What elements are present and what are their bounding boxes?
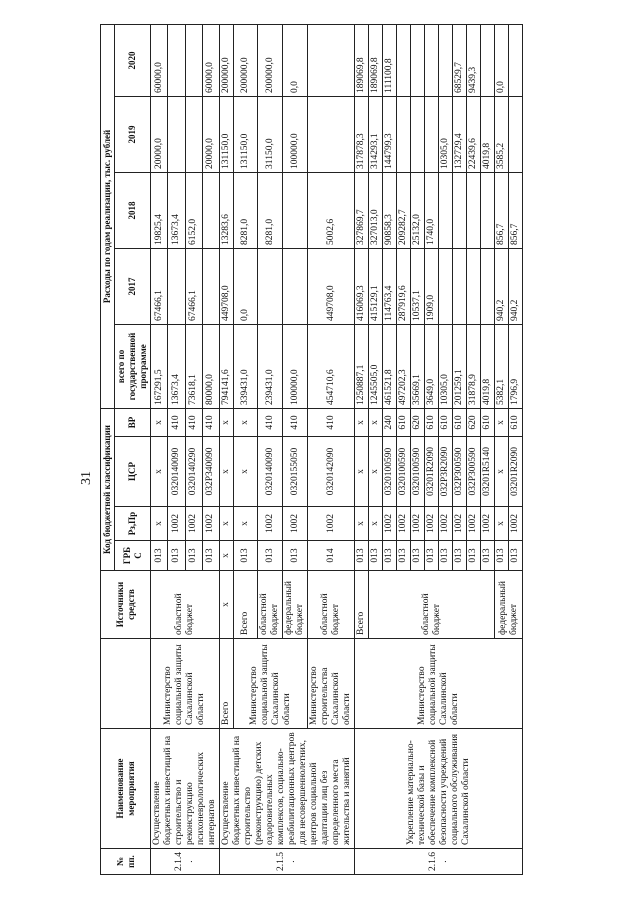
cell: 410 [185,408,202,436]
cell: 100000,0 [283,96,308,172]
cell: 4019,8 [481,96,495,172]
cell: 0320140290 [185,437,202,507]
event-name: Укрепление материально-технической базы и обеспечение комплексной безопасности учреждений социального обслуживания Сахалинской области [355,729,523,849]
executor: Министерство социальной защиты Сахалинской области [355,639,523,729]
cell: 1740,0 [425,172,439,248]
cell: 1002 [411,507,425,541]
cell: 013 [509,541,523,571]
cell: 9439,3 [467,24,481,96]
cell [397,24,411,96]
cell [509,24,523,96]
cell: 1002 [397,507,411,541]
cell: 35669,1 [411,324,425,408]
cell: 314293,1 [369,96,383,172]
cell: 1002 [509,507,523,541]
cell: 1002 [425,507,439,541]
cell [481,248,495,324]
cell: х [220,437,234,507]
cell: 20000,0 [202,96,219,172]
cell: 610 [397,408,411,436]
cell [308,96,355,172]
cell: 013 [439,541,453,571]
cell: 131150,0 [234,96,258,172]
cell: 416069,3 [355,248,369,324]
source: Всего [355,571,369,639]
cell: 13673,4 [168,172,185,248]
source: областной бюджет [308,571,355,639]
cell: 22439,6 [467,96,481,172]
cell: 013 [453,541,467,571]
header-2018: 2018 [115,172,151,248]
cell: 1796,9 [509,324,523,408]
cell: х [495,408,509,436]
cell: 287919,6 [397,248,411,324]
cell: х [220,408,234,436]
cell: 032Р300590 [467,437,481,507]
cell: 339431,0 [234,324,258,408]
row-number: 2.1.5. [220,849,355,875]
header-event: Наименование мероприятия [101,729,151,849]
cell: 0,0 [234,248,258,324]
cell: х [234,507,258,541]
cell: 03201R2090 [425,437,439,507]
cell [168,96,185,172]
cell: 67466,1 [185,248,202,324]
header-total: всего по государственной программе [115,324,151,408]
cell: 0,0 [495,24,509,96]
cell: 1002 [185,507,202,541]
cell: 5382,1 [495,324,509,408]
header-source: Источники средств [101,571,151,639]
cell: 1002 [202,507,219,541]
source: Всего [234,571,258,639]
cell: х [495,437,509,507]
cell [411,96,425,172]
table-row [151,24,168,874]
cell [185,96,202,172]
cell [453,248,467,324]
cell: 1002 [308,507,355,541]
source: областной бюджет [258,571,283,639]
cell: 4019,8 [481,324,495,408]
cell: 0,0 [283,24,308,96]
header-no: № пп. [101,849,151,875]
cell: 201259,1 [453,324,467,408]
cell: 0320140090 [258,437,283,507]
cell: 6152,0 [185,172,202,248]
cell: 410 [258,408,283,436]
executor: Всего [220,639,234,729]
cell: 0320100590 [397,437,411,507]
cell: 410 [283,408,308,436]
cell: 013 [185,541,202,571]
cell: 239431,0 [258,324,283,408]
cell [439,24,453,96]
cell: 60000,0 [151,24,168,96]
header-executor [101,639,151,729]
cell: 013 [467,541,481,571]
cell: 90858,3 [383,172,397,248]
cell: 0320100590 [411,437,425,507]
cell: 200000,0 [220,24,234,96]
cell: 31150,0 [258,96,283,172]
cell [283,172,308,248]
cell: 73618,1 [185,324,202,408]
cell: 8281,0 [234,172,258,248]
header-classification: Код бюджетной классификации [101,408,115,570]
cell: 8281,0 [258,172,283,248]
rotated-table-container [100,25,620,875]
cell: х [151,437,168,507]
cell: 013 [481,541,495,571]
cell: 1002 [467,507,481,541]
cell: х [220,507,234,541]
cell: 449708,0 [308,248,355,324]
cell: 410 [308,408,355,436]
cell: 013 [168,541,185,571]
cell: 100000,0 [283,324,308,408]
cell: 144799,3 [383,96,397,172]
header-expenses: Расходы по годам реализации, тыс. рублей [101,24,115,408]
source: х [220,571,234,639]
cell: 032Р300590 [453,437,467,507]
header-2017: 2017 [115,248,151,324]
cell: 013 [258,541,283,571]
cell: 03201R5140 [481,437,495,507]
cell: 167291,5 [151,324,168,408]
cell: 1250887,1 [355,324,369,408]
cell: 03201R2090 [509,437,523,507]
cell: 1002 [283,507,308,541]
row-number: 2.1.6. [355,849,523,875]
cell [453,172,467,248]
cell [168,24,185,96]
cell [258,248,283,324]
cell: 013 [234,541,258,571]
cell: 014 [308,541,355,571]
cell: 620 [467,408,481,436]
header-2019: 2019 [115,96,151,172]
cell: 132729,4 [453,96,467,172]
cell: 1002 [168,507,185,541]
cell: 461521,8 [383,324,397,408]
source: областной бюджет [369,571,495,639]
cell: 013 [383,541,397,571]
cell: 410 [168,408,185,436]
cell [202,248,219,324]
cell [509,96,523,172]
cell: 189069,8 [369,24,383,96]
cell [481,172,495,248]
cell: 013 [202,541,219,571]
cell: 610 [425,408,439,436]
cell: х [369,408,383,436]
cell: х [234,437,258,507]
cell: 454710,6 [308,324,355,408]
header-rzpr: Рз,Пр [115,507,151,541]
cell: 0320100590 [383,437,397,507]
cell [411,24,425,96]
cell: 013 [369,541,383,571]
cell: 013 [283,541,308,571]
cell [481,24,495,96]
cell: 1909,0 [425,248,439,324]
cell: 940,2 [509,248,523,324]
cell: х [369,437,383,507]
cell [308,24,355,96]
cell: х [234,408,258,436]
cell: 10305,0 [439,96,453,172]
cell: 1002 [439,507,453,541]
cell: 1002 [453,507,467,541]
cell: 327869,7 [355,172,369,248]
event-name: Осуществление бюджетных инвестиций на строительство (реконструкцию) детских оздоровительных комплексов, социально-реабилитационных центров для несовершеннолетних, центров социальной адаптации лиц без определенного места жительства и занятий [220,729,355,849]
cell: 032Р340090 [202,437,219,507]
cell: 497202,3 [397,324,411,408]
cell [439,172,453,248]
cell: х [355,437,369,507]
cell: 3649,0 [425,324,439,408]
cell: 3585,2 [495,96,509,172]
table-row [220,24,234,874]
cell: 1002 [383,507,397,541]
cell: 856,7 [509,172,523,248]
cell: 200000,0 [258,24,283,96]
cell: 013 [151,541,168,571]
cell: 189069,8 [355,24,369,96]
page-number: 31 [79,471,94,485]
cell: 114763,4 [383,248,397,324]
cell: 620 [411,408,425,436]
cell: 032Р3R2090 [439,437,453,507]
cell: 25132,0 [411,172,425,248]
cell: 31878,9 [467,324,481,408]
source: федеральный бюджет [283,571,308,639]
cell [425,96,439,172]
cell: 1002 [258,507,283,541]
cell: 13673,4 [168,324,185,408]
cell [467,248,481,324]
cell: 20000,0 [151,96,168,172]
cell: 1245505,0 [369,324,383,408]
cell: 111100,8 [383,24,397,96]
cell: 10537,1 [411,248,425,324]
executor: Министерство строительства Сахалинской области [308,639,355,729]
cell: 940,2 [495,248,509,324]
cell: 317878,3 [355,96,369,172]
executor: Министерство социальной защиты Сахалинской области [234,639,308,729]
cell: х [151,408,168,436]
cell: 1002 [481,507,495,541]
cell: 610 [481,408,495,436]
header-grbs: ГРБ С [115,541,151,571]
source: областной бюджет [151,571,220,639]
cell: 013 [411,541,425,571]
source: федеральный бюджет [495,571,523,639]
cell: 013 [425,541,439,571]
header-csr: ЦСР [115,437,151,507]
executor: Министерство социальной защиты Сахалинской области [151,639,220,729]
cell: х [369,507,383,541]
cell: 327013,0 [369,172,383,248]
cell: 131150,0 [220,96,234,172]
cell: 209282,7 [397,172,411,248]
cell: х [220,541,234,571]
table-row [355,24,369,874]
header-2020: 2020 [115,24,151,96]
cell [168,248,185,324]
cell: 60000,0 [202,24,219,96]
cell: х [495,507,509,541]
cell: 415129,1 [369,248,383,324]
cell: 013 [397,541,411,571]
cell: 80000,0 [202,324,219,408]
cell: 0320140090 [168,437,185,507]
cell [202,172,219,248]
cell: 200000,0 [234,24,258,96]
cell: 67466,1 [151,248,168,324]
cell: х [355,507,369,541]
cell: 449708,0 [220,248,234,324]
cell [283,248,308,324]
cell: 0320142090 [308,437,355,507]
row-number: 2.1.4. [151,849,220,875]
cell [185,24,202,96]
event-name: Осуществление бюджетных инвестиций на строительство и реконструкцию психоневрологических интернатов [151,729,220,849]
cell: 240 [383,408,397,436]
cell: 0320155050 [283,437,308,507]
cell [397,96,411,172]
budget-table [100,24,523,875]
cell: 013 [355,541,369,571]
cell: х [355,408,369,436]
cell: 68529,7 [453,24,467,96]
cell: 5002,6 [308,172,355,248]
cell: 10305,0 [439,324,453,408]
cell: 410 [202,408,219,436]
cell: 19825,4 [151,172,168,248]
cell: 856,7 [495,172,509,248]
cell [439,248,453,324]
cell [467,172,481,248]
cell: 610 [439,408,453,436]
cell: х [151,507,168,541]
cell: 610 [509,408,523,436]
cell: 610 [453,408,467,436]
cell: 13283,6 [220,172,234,248]
header-vr: ВР [115,408,151,436]
cell [425,24,439,96]
cell: 013 [495,541,509,571]
cell: 794141,6 [220,324,234,408]
